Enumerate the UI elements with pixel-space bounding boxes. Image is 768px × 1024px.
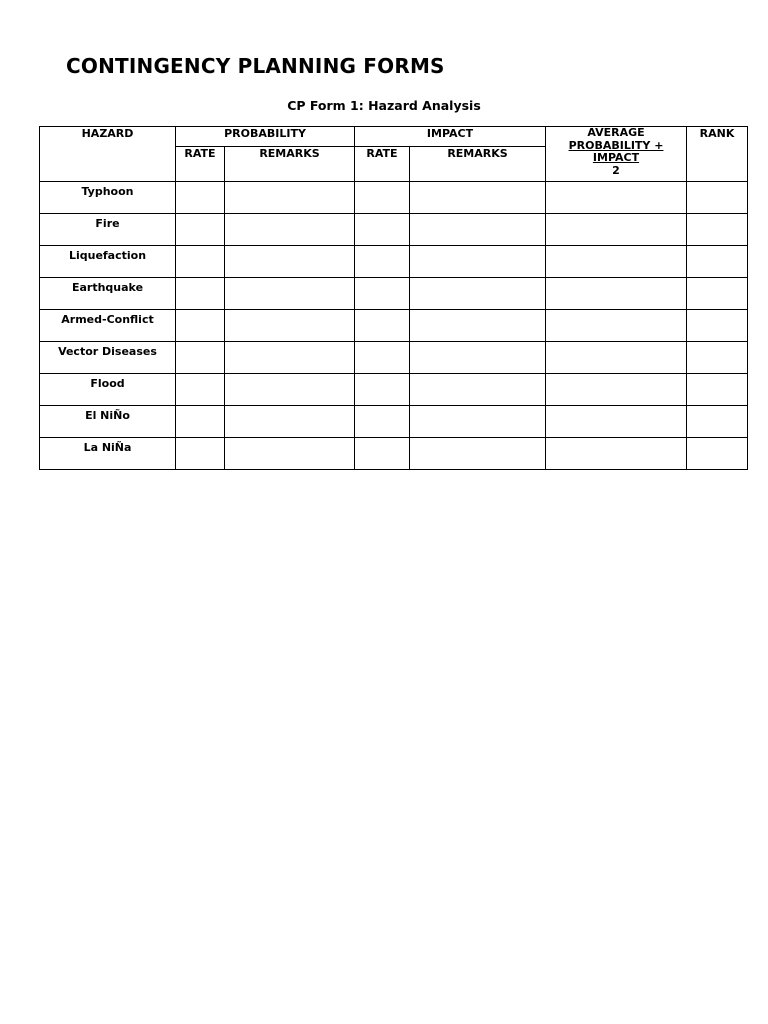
probability-rate-cell[interactable] <box>176 278 225 310</box>
average-cell[interactable] <box>546 246 687 278</box>
table-row <box>40 182 748 214</box>
probability-rate-cell[interactable] <box>176 342 225 374</box>
impact-remarks-cell[interactable] <box>410 246 546 278</box>
hazard-name-cell: Typhoon <box>40 182 176 214</box>
hazard-name-cell: La NiÑa <box>40 438 176 470</box>
probability-rate-cell[interactable] <box>176 182 225 214</box>
header-probability: PROBABILITY <box>176 127 355 147</box>
header-impact: IMPACT <box>355 127 546 147</box>
impact-rate-cell[interactable] <box>355 278 410 310</box>
rank-cell[interactable] <box>687 342 748 374</box>
average-cell[interactable] <box>546 214 687 246</box>
hazard-name-cell: El NiÑo <box>40 406 176 438</box>
rank-cell[interactable] <box>687 310 748 342</box>
probability-rate-cell[interactable] <box>176 310 225 342</box>
impact-rate-cell[interactable] <box>355 310 410 342</box>
probability-remarks-cell[interactable] <box>225 438 355 470</box>
hazard-rows <box>40 182 748 470</box>
probability-remarks-cell[interactable] <box>225 406 355 438</box>
hazard-name-cell: Liquefaction <box>40 246 176 278</box>
header-row-main <box>40 127 748 147</box>
hazard-name-cell: Fire <box>40 214 176 246</box>
impact-rate-cell[interactable] <box>355 182 410 214</box>
average-cell[interactable] <box>546 406 687 438</box>
impact-remarks-cell[interactable] <box>410 406 546 438</box>
average-cell[interactable] <box>546 342 687 374</box>
header-impact-remarks: REMARKS <box>410 147 546 182</box>
rank-cell[interactable] <box>687 406 748 438</box>
rank-cell[interactable] <box>687 246 748 278</box>
average-cell[interactable] <box>546 310 687 342</box>
probability-remarks-cell[interactable] <box>225 342 355 374</box>
table-row <box>40 438 748 470</box>
probability-remarks-cell[interactable] <box>225 182 355 214</box>
hazard-name-cell: Armed-Conflict <box>40 310 176 342</box>
hazard-name-cell: Vector Diseases <box>40 342 176 374</box>
probability-remarks-cell[interactable] <box>225 214 355 246</box>
probability-remarks-cell[interactable] <box>225 374 355 406</box>
probability-rate-cell[interactable] <box>176 246 225 278</box>
table-row <box>40 246 748 278</box>
rank-cell[interactable] <box>687 278 748 310</box>
average-cell[interactable] <box>546 374 687 406</box>
table-row <box>40 278 748 310</box>
table-row <box>40 342 748 374</box>
probability-rate-cell[interactable] <box>176 374 225 406</box>
table-row <box>40 214 748 246</box>
rank-cell[interactable] <box>687 214 748 246</box>
average-cell[interactable] <box>546 278 687 310</box>
header-probability-remarks: REMARKS <box>225 147 355 182</box>
header-average <box>546 127 687 182</box>
rank-cell[interactable] <box>687 182 748 214</box>
hazard-analysis-table <box>39 126 748 470</box>
impact-rate-cell[interactable] <box>355 342 410 374</box>
header-impact-rate: RATE <box>355 147 410 182</box>
impact-rate-cell[interactable] <box>355 406 410 438</box>
average-cell[interactable] <box>546 182 687 214</box>
impact-remarks-cell[interactable] <box>410 438 546 470</box>
table-row <box>40 406 748 438</box>
header-rank: RANK <box>687 127 748 182</box>
impact-rate-cell[interactable] <box>355 438 410 470</box>
header-average-denominator: 2 <box>612 163 620 177</box>
header-probability-rate: RATE <box>176 147 225 182</box>
header-average-label: AVERAGE <box>587 126 645 139</box>
probability-remarks-cell[interactable] <box>225 310 355 342</box>
impact-remarks-cell[interactable] <box>410 374 546 406</box>
impact-rate-cell[interactable] <box>355 214 410 246</box>
impact-rate-cell[interactable] <box>355 246 410 278</box>
probability-rate-cell[interactable] <box>176 438 225 470</box>
rank-cell[interactable] <box>687 438 748 470</box>
probability-rate-cell[interactable] <box>176 214 225 246</box>
impact-remarks-cell[interactable] <box>410 342 546 374</box>
probability-rate-cell[interactable] <box>176 406 225 438</box>
impact-remarks-cell[interactable] <box>410 278 546 310</box>
document-title: CONTINGENCY PLANNING FORMS <box>66 54 445 78</box>
rank-cell[interactable] <box>687 374 748 406</box>
form-title: CP Form 1: Hazard Analysis <box>287 98 481 113</box>
table-row <box>40 310 748 342</box>
header-hazard: HAZARD <box>40 127 176 182</box>
impact-rate-cell[interactable] <box>355 374 410 406</box>
probability-remarks-cell[interactable] <box>225 246 355 278</box>
impact-remarks-cell[interactable] <box>410 214 546 246</box>
table-row <box>40 374 748 406</box>
impact-remarks-cell[interactable] <box>410 310 546 342</box>
hazard-name-cell: Flood <box>40 374 176 406</box>
probability-remarks-cell[interactable] <box>225 278 355 310</box>
average-cell[interactable] <box>546 438 687 470</box>
hazard-name-cell: Earthquake <box>40 278 176 310</box>
impact-remarks-cell[interactable] <box>410 182 546 214</box>
header-average-numerator: PROBABILITY + IMPACT <box>568 138 664 164</box>
